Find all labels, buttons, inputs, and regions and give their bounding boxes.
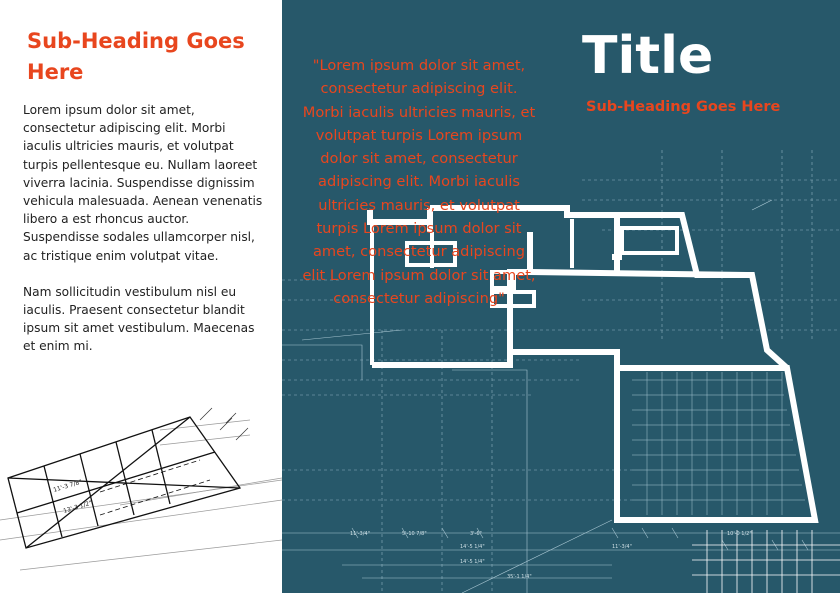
- left-subheading: Sub-Heading Goes Here: [27, 29, 245, 84]
- dim-label-3: 3'-6": [470, 531, 482, 537]
- pull-quote: "Lorem ipsum dolor sit amet, consectetur adipiscing elit. Morbi iaculis ultricies mauris, et volutpat turpis Lorem ipsum dolor sit amet, consectetur adipiscing elit. Morbi iaculis ultricies mauris, et volutpat turpis Lorem ipsum dolor sit amet, consectetur adipiscing elit Lorem ipsum dolor sit amet, consectetur adipiscing": [302, 57, 536, 307]
- stair-label-2: 13'-3 1/2": [62, 499, 93, 515]
- dim-label-6: 35'-1 1/4": [507, 574, 532, 580]
- left-body-text: [23, 101, 263, 374]
- dim-label-8: 10'-0 1/2": [727, 531, 752, 537]
- stair-label-1: 11'-3 7/8": [52, 478, 83, 494]
- right-subheading: Sub-Heading Goes Here: [586, 99, 781, 115]
- dim-label-5: 14'-5 1/4": [460, 559, 485, 565]
- dim-label-2: 5'-10 7/8": [402, 531, 427, 537]
- left-panel: [0, 0, 282, 593]
- dim-label-4: 14'-5 1/4": [460, 544, 485, 550]
- dim-label-1: 11'-3/4": [350, 531, 370, 537]
- left-paragraph-2: Nam sollicitudin vestibulum nisl eu iaculis. Praesent consectetur blandit ipsum sit amet vestibulum. Maecenas et enim mi.: [23, 284, 255, 354]
- left-paragraph-1: Lorem ipsum dolor sit amet, consectetur adipiscing elit. Morbi iaculis ultricies mauris, et volutpat turpis pellentesque eu. Nullam laoreet viverra lacinia. Suspendisse dignissim vehicula malesuada. Aenean venenatis libero a est rhoncus auctor. Suspendisse sodales ullamcorper nisl, ac tristique enim volutpat vitae.: [23, 103, 263, 263]
- page-title: Title: [582, 26, 714, 86]
- stair-sketch: [0, 400, 282, 593]
- dim-label-7: 11'-3/4": [612, 544, 632, 550]
